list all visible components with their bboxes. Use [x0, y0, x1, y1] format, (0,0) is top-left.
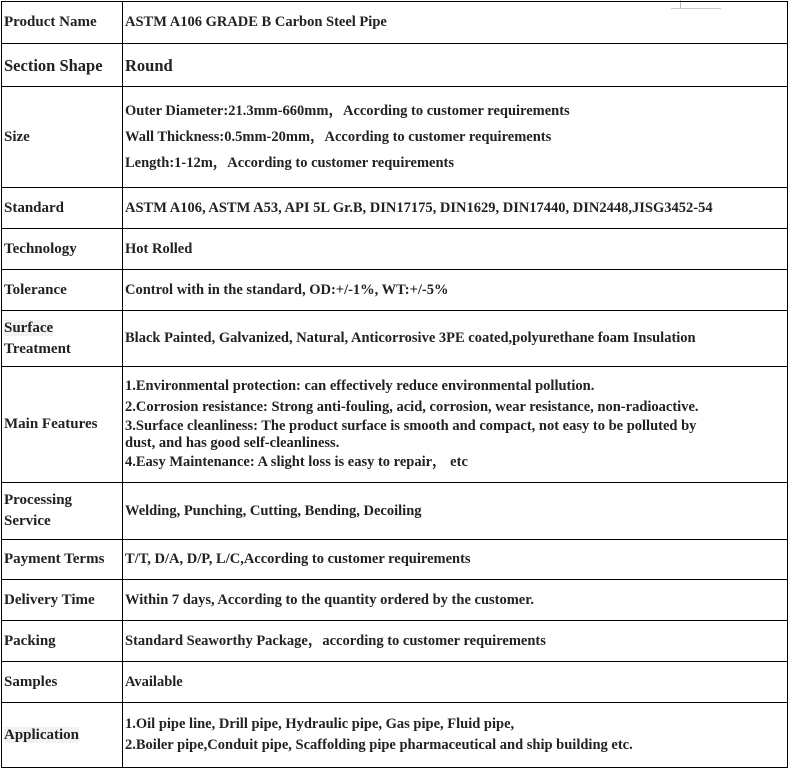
value-tolerance: Control with in the standard, OD:+/-1%, WT:+/-5% [123, 270, 788, 311]
value-processing-service: Welding, Punching, Cutting, Bending, Decoiling [123, 483, 788, 540]
table-row [2, 229, 788, 270]
label-payment-terms: Payment Terms [2, 540, 123, 580]
table-row [2, 270, 788, 311]
table-row [2, 87, 788, 188]
label-processing-line-1: Processing [4, 492, 73, 508]
label-tolerance: Tolerance [2, 270, 123, 311]
table-row [2, 621, 788, 662]
size-outer-diameter: Outer Diameter:21.3mm-660mm，According to customer requirements [125, 103, 570, 119]
value-application [123, 703, 788, 768]
table-row [2, 2, 788, 44]
value-product-name: ASTM A106 GRADE B Carbon Steel Pipe [123, 2, 788, 44]
label-surface-line-1: Surface [4, 319, 54, 336]
feature-2: 2.Corrosion resistance: Strong anti-fouling, acid, corrosion, wear resistance, non-radioactive. [125, 399, 699, 415]
table-row [2, 703, 788, 768]
value-surface-treatment: Black Painted, Galvanized, Natural, Anticorrosive 3PE coated,polyurethane foam Insulation [123, 311, 788, 367]
label-standard: Standard [2, 188, 123, 229]
label-technology: Technology [2, 229, 123, 270]
label-application-text: Application [4, 726, 80, 743]
size-wall-thickness: Wall Thickness:0.5mm-20mm，According to customer requirements [125, 129, 552, 145]
table-row [2, 483, 788, 540]
feature-1: 1.Environmental protection: can effectively reduce environmental pollution. [125, 378, 595, 394]
value-technology: Hot Rolled [123, 229, 788, 270]
value-samples: Available [123, 662, 788, 703]
label-packing: Packing [2, 621, 123, 662]
label-main-features: Main Features [2, 367, 123, 483]
label-size: Size [2, 87, 123, 188]
value-size [123, 87, 788, 188]
size-length: Length:1-12m，According to customer requirements [125, 155, 455, 171]
table-row [2, 662, 788, 703]
table-row [2, 367, 788, 483]
application-line-2: 2.Boiler pipe,Conduit pipe, Scaffolding pipe pharmaceutical and ship building etc. [125, 737, 633, 753]
table-row [2, 44, 788, 87]
table-row [2, 188, 788, 229]
value-delivery-time: Within 7 days, According to the quantity ordered by the customer. [123, 580, 788, 621]
label-processing-service [2, 483, 123, 540]
label-delivery-time: Delivery Time [2, 580, 123, 621]
value-main-features [123, 367, 788, 483]
table-row [2, 311, 788, 367]
label-application [2, 703, 123, 768]
label-processing-line-2: Service [4, 513, 51, 529]
feature-4: 4.Easy Maintenance: A slight loss is easy to repair， etc [125, 454, 468, 470]
value-section-shape: Round [123, 44, 788, 87]
value-standard: ASTM A106, ASTM A53, API 5L Gr.B, DIN17175, DIN1629, DIN17440, DIN2448,JISG3452-54 [123, 188, 788, 229]
label-surface-line-2: Treatment [4, 340, 71, 357]
value-packing: Standard Seaworthy Package，according to customer requirements [123, 621, 788, 662]
spec-table [1, 1, 788, 768]
table-row [2, 540, 788, 580]
label-surface-treatment [2, 311, 123, 367]
label-samples: Samples [2, 662, 123, 703]
feature-3: 3.Surface cleanliness: The product surface is smooth and compact, not easy to be polluted by [125, 418, 697, 434]
table-row [2, 580, 788, 621]
label-section-shape: Section Shape [2, 44, 123, 87]
feature-3-cont: dust, and has good self-cleanliness. [125, 435, 340, 451]
label-product-name: Product Name [2, 2, 123, 44]
value-payment-terms: T/T, D/A, D/P, L/C,According to customer requirements [123, 540, 788, 580]
application-line-1: 1.Oil pipe line, Drill pipe, Hydraulic pipe, Gas pipe, Fluid pipe, [125, 716, 515, 732]
